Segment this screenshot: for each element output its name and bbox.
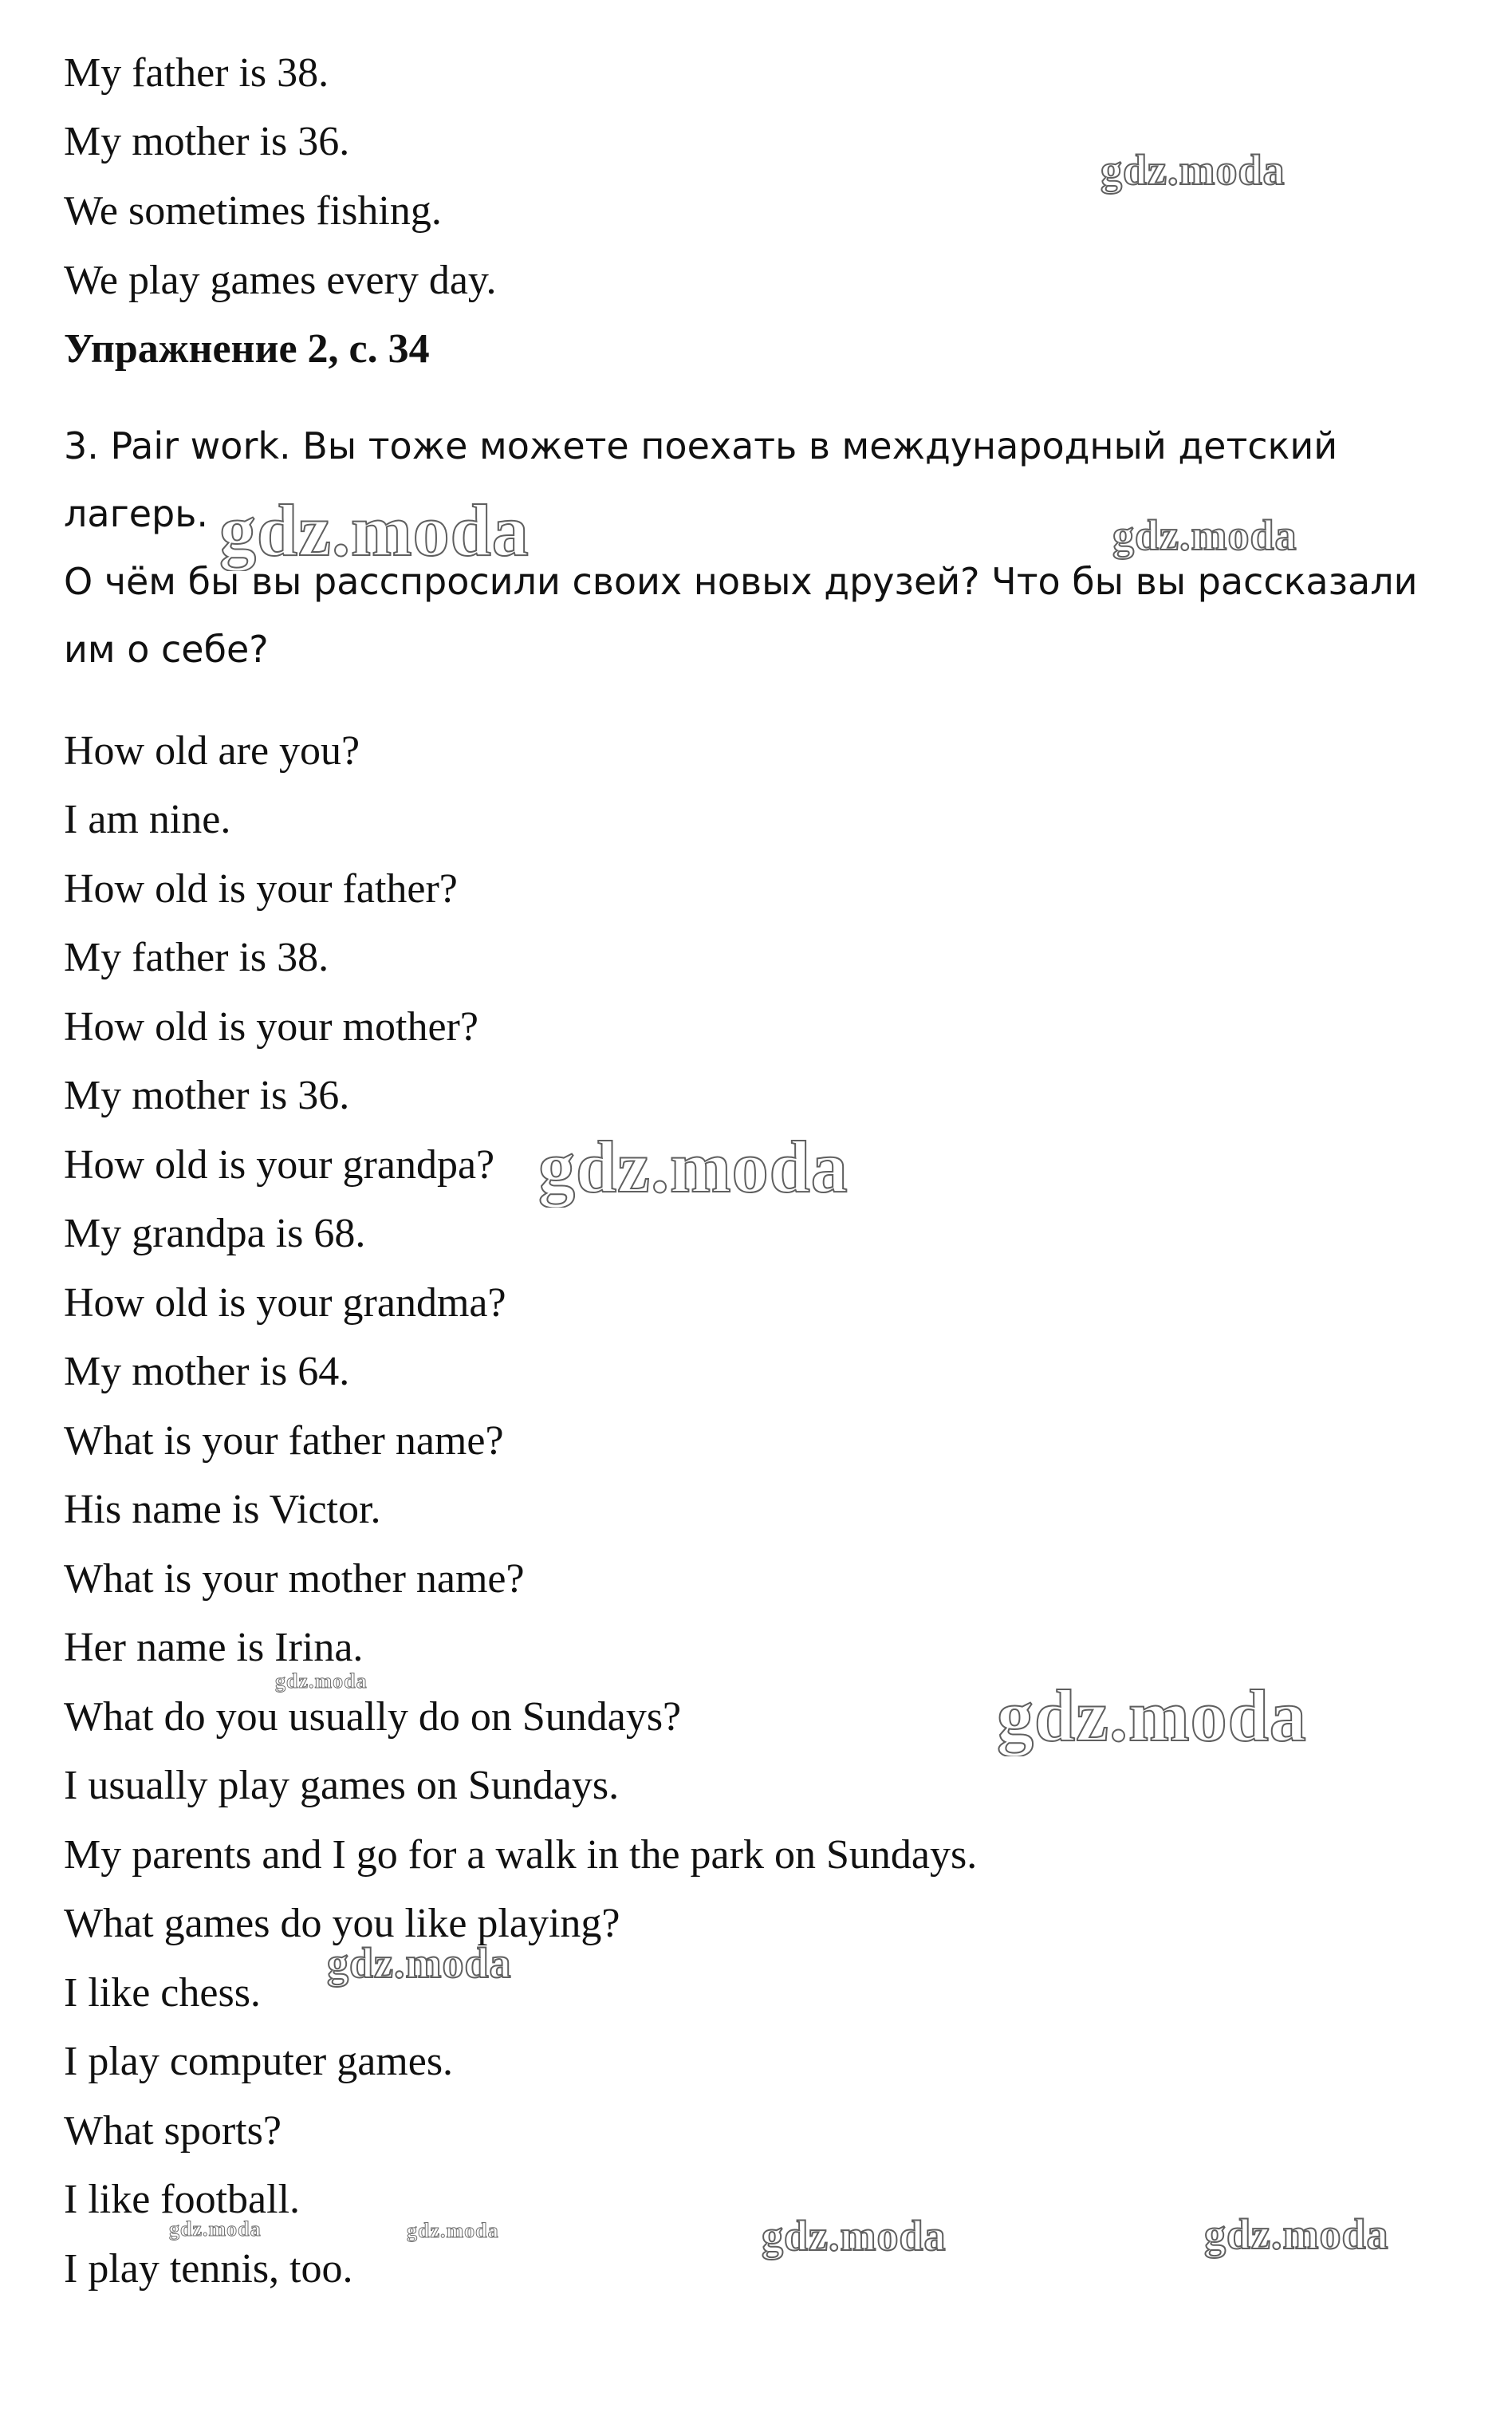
watermark: gdz.moda [169,2217,262,2241]
dialogue-line: What is your mother name? [64,1556,525,1602]
dialogue-line: I am nine. [64,797,231,842]
task-text: 3. Pair work. Вы тоже можете поехать в международный детский [64,424,1338,467]
watermark: gdz.moda [538,1126,849,1208]
text-line: My mother is 36. [64,119,350,164]
dialogue-line: I usually play games on Sundays. [64,1763,620,1808]
dialogue-line: I play tennis, too. [64,2246,353,2292]
watermark: gdz.moda [1101,146,1286,194]
dialogue-line: Her name is Irina. [64,1625,364,1670]
watermark: gdz.moda [327,1939,512,1987]
dialogue-line: How old is your grandma? [64,1280,506,1326]
text-line: We sometimes fishing. [64,188,442,234]
dialogue-line: How old is your grandpa? [64,1142,495,1188]
watermark: gdz.moda [219,490,530,571]
dialogue-line: How old are you? [64,728,360,774]
task-text: лагерь. [64,492,208,535]
watermark: gdz.moda [407,2219,499,2242]
task-text: О чём бы вы расспросили своих новых друзей? Что бы вы рассказали [64,560,1418,603]
task-text: им о себе? [64,628,269,671]
watermark: gdz.moda [762,2212,947,2260]
dialogue-line: What do you usually do on Sundays? [64,1694,682,1740]
dialogue-line: How old is your mother? [64,1004,478,1050]
exercise-heading: Упражнение 2, с. 34 [64,326,430,372]
dialogue-line: I like chess. [64,1970,261,2016]
dialogue-line: My grandpa is 68. [64,1211,366,1256]
dialogue-line: What is your father name? [64,1418,504,1464]
watermark: gdz.moda [275,1669,368,1693]
watermark: gdz.moda [1112,511,1297,559]
text-line: We play games every day. [64,258,497,303]
watermark: gdz.moda [1204,2210,1389,2258]
dialogue-line: I like football. [64,2177,301,2222]
dialogue-line: I play computer games. [64,2039,454,2084]
text-line: My father is 38. [64,50,329,96]
watermark: gdz.moda [997,1675,1307,1756]
dialogue-line: My mother is 36. [64,1073,350,1118]
dialogue-line: His name is Victor. [64,1487,381,1532]
dialogue-line: What games do you like playing? [64,1901,620,1946]
dialogue-line: What sports? [64,2108,282,2154]
dialogue-line: How old is your father? [64,866,458,912]
dialogue-line: My mother is 64. [64,1349,350,1394]
dialogue-line: My parents and I go for a walk in the park on Sundays. [64,1832,978,1878]
dialogue-line: My father is 38. [64,935,329,980]
